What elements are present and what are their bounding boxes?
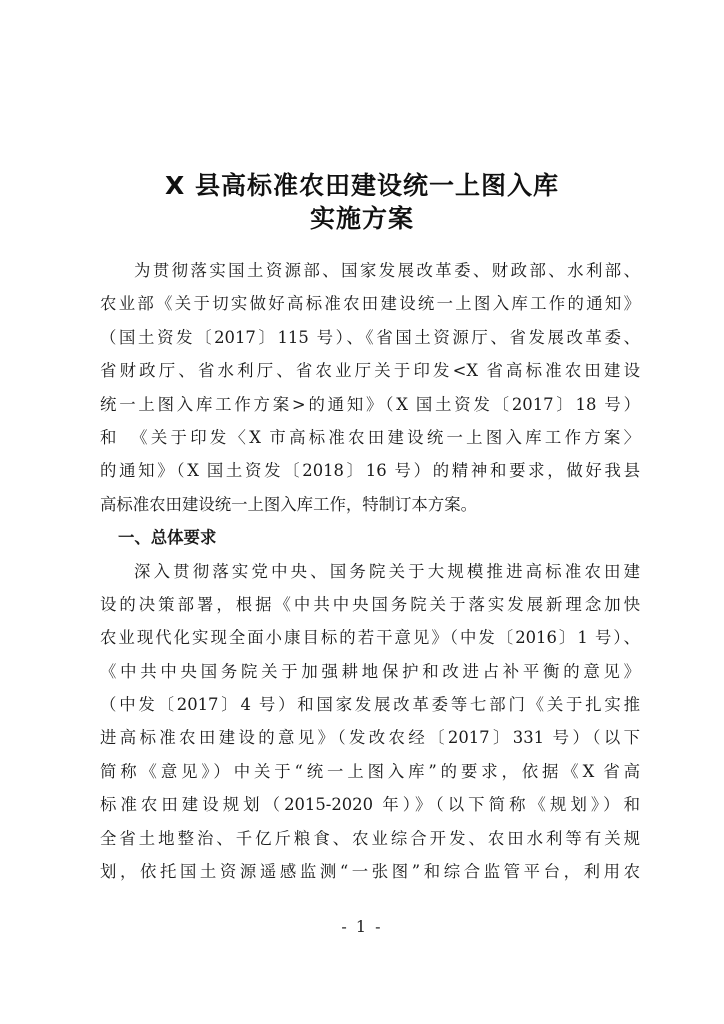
paragraph-line: 统一上图入库工作方案>的通知》（X 国土资发〔2017〕18 号） — [100, 394, 640, 414]
page-number: - 1 - — [341, 917, 383, 936]
paragraph-line: 全省土地整治、千亿斤粮食、农业综合开发、农田水利等有关规 — [100, 828, 640, 848]
paragraph-line: 农业部《关于切实做好高标准农田建设统一上图入库工作的通知》 — [100, 294, 640, 314]
paragraph-line: 《中共中央国务院关于加强耕地保护和改进占补平衡的意见》 — [100, 661, 640, 681]
paragraph-line: 进高标准农田建设的意见》（发改农经〔2017〕331 号）（以下 — [100, 728, 640, 748]
paragraph-line: 深入贯彻落实党中央、国务院关于大规模推进高标准农田建 — [134, 561, 640, 581]
paragraph-line: 简称《意见》）中关于“统一上图入库”的要求，依据《X 省高 — [100, 761, 640, 781]
paragraph-line: 设的决策部署，根据《中共中央国务院关于落实发展新理念加快 — [100, 594, 640, 614]
document-title: X 县高标准农田建设统一上图入库 — [165, 171, 559, 200]
paragraph-line: 省财政厅、省水利厅、省农业厅关于印发<X 省高标准农田建设 — [100, 361, 640, 381]
paragraph-line: 划，依托国土资源遥感监测“一张图”和综合监管平台，利用农 — [100, 862, 640, 882]
paragraph-line: （中发〔2017〕4 号）和国家发展改革委等七部门《关于扎实推 — [100, 695, 640, 715]
paragraph-line: 的通知》（X 国土资发〔2018〕16 号）的精神和要求，做好我县 — [100, 461, 640, 481]
section-heading: 一、总体要求 — [118, 528, 217, 548]
paragraph-line: 为贯彻落实国土资源部、国家发展改革委、财政部、水利部、 — [134, 261, 640, 280]
paragraph-line: 和 《关于印发〈X 市高标准农田建设统一上图入库工作方案〉 — [100, 427, 640, 447]
paragraph-line: 高标准农田建设统一上图入库工作，特制订本方案。 — [100, 494, 477, 514]
paragraph-line: 标准农田建设规划（2015-2020 年）》（以下简称《规划》）和 — [100, 795, 640, 815]
paragraph-line: 农业现代化实现全面小康目标的若干意见》（中发〔2016〕1 号）、 — [100, 628, 640, 648]
document-subtitle: 实施方案 — [309, 204, 414, 233]
document-body — [100, 254, 640, 888]
paragraph-line: （国土资发〔2017〕115 号）、《省国土资源厅、省发展改革委、 — [100, 327, 640, 347]
